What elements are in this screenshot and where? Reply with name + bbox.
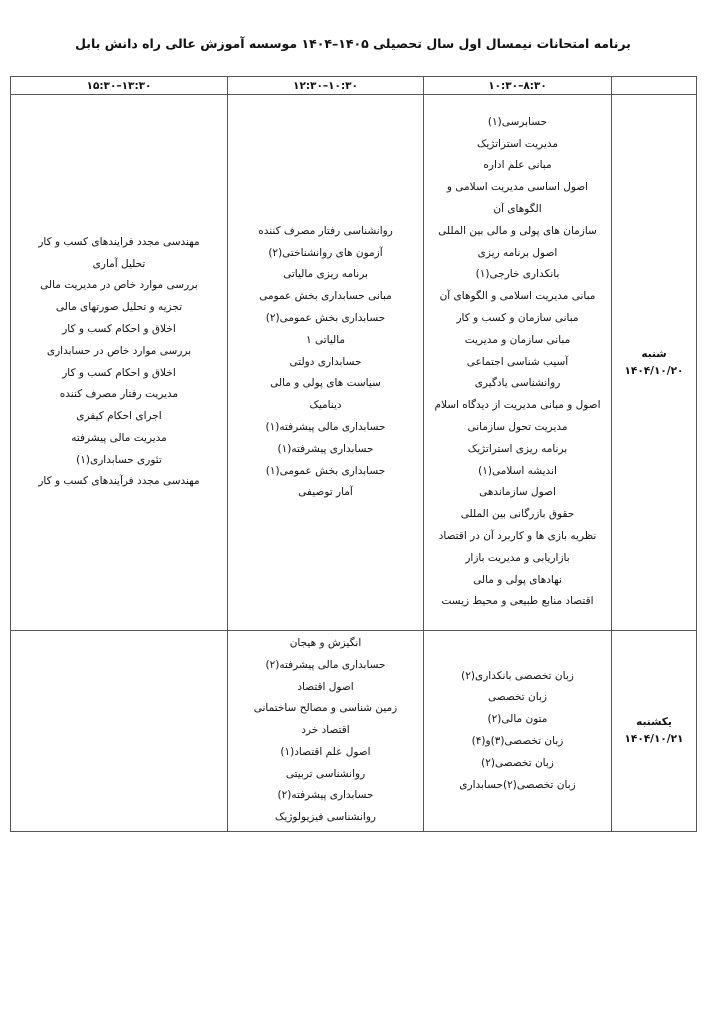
exam-list [228,631,424,832]
exam-course: مالیاتی ۱ [305,333,346,346]
day-date: ۱۴۰۴/۱۰/۲۱ [624,733,684,745]
exam-course: روانشناسی یادگیری [474,377,561,390]
exam-list [11,95,228,631]
exam-course: اجرای احکام کیفری [76,410,162,423]
exam-course: الگوهای آن [493,203,542,216]
day-row [11,631,697,832]
exam-course: حسابداری پیشرفته(۲) [277,789,374,802]
exam-course: سیاست های پولی و مالی [270,377,381,390]
exam-course: مبانی سازمان و کسب و کار [456,312,579,324]
exam-course: اصول اقتصاد [297,680,354,693]
exam-course: متون مالی(۲) [487,713,548,726]
exam-course: اقتصاد خرد [301,724,350,737]
exam-course: حسابرسی(۱) [487,115,548,128]
exam-course: روانشناسی تربیتی [285,767,366,780]
header-row [11,77,697,95]
exam-course: حسابداری دولتی [289,355,362,368]
exam-course: زبان تخصصی(۲) [481,756,554,769]
exam-course: نظریه بازی ها و کاربرد آن در اقتصاد [438,529,597,542]
exam-course: حسابداری مالی پیشرفته(۱) [265,420,386,433]
exam-course: نهادهای پولی و مالی [473,573,562,586]
exam-course: بررسی موارد خاص در حسابداری [46,344,192,357]
exam-course: بازاریابی و مدیریت بازار [465,551,570,564]
exam-course: اخلاق و احکام کسب و کار [62,366,176,379]
exam-course: آسیب شناسی اجتماعی [466,355,569,368]
exam-course: اصول علم اقتصاد(۱) [280,745,371,758]
exam-course: زمین شناسی و مصالح ساختمانی [253,702,398,715]
exam-course: اقتصاد منابع طبیعی و محیط زیست [441,595,594,608]
exam-course: زبان تخصصی(۳)و(۴) [471,735,564,747]
exam-course: اخلاق و احکام کسب و کار [62,322,176,335]
exam-course: برنامه ریزی استراتژیک [467,442,568,455]
exam-course: مهندسی مجدد فرایندهای کسب و کار [38,235,200,248]
exam-course: مدیریت تحول سازمانی [467,420,568,433]
exam-course: اصول برنامه ریزی [477,246,558,259]
day-name: شنبه [641,347,667,360]
day-cell [612,631,697,832]
exam-course: حسابداری پیشرفته(۱) [277,442,374,455]
exam-course: بانکداری خارجی(۱) [475,268,560,281]
exam-course: اصول اساسی مدیریت اسلامی و [446,181,589,194]
exam-course: آمار توصیفی [298,486,353,499]
exam-course: مهندسی مجدد فرآیندهای کسب و کار [38,475,200,488]
exam-course: دینامیک [309,399,342,412]
exam-course: اصول سازماندهی [479,486,556,499]
exam-course: مبانی علم اداره [483,159,552,172]
header-day-cell [612,77,697,95]
exam-schedule-table [10,76,697,832]
exam-list [424,95,612,631]
exam-course: روانشناسی رفتار مصرف کننده [258,224,393,237]
exam-course: بررسی موارد خاص در مدیریت مالی [40,279,198,292]
time-slot-header: ۱۳:۳۰–۱۵:۳۰ [11,77,228,95]
exam-course: انگیزش و هیجان [289,636,362,649]
exam-course: حسابداری بخش عمومی(۱) [265,464,386,477]
exam-course: تحلیل آماری [92,257,146,270]
exam-course: مبانی سازمان و مدیریت [464,333,571,346]
exam-course: زبان تخصصی [488,691,547,704]
exam-course: حسابداری مالی پیشرفته(۲) [265,658,386,671]
exam-course: اصول و مبانی مدیریت از دیدگاه اسلام [434,399,601,412]
exam-course: اندیشه اسلامی(۱) [478,464,557,477]
exam-course: مدیریت رفتار مصرف کننده [59,388,179,401]
exam-course: تجزیه و تحلیل صورتهای مالی [55,301,183,314]
exam-course: زبان تخصصی بانکداری(۲) [461,669,574,682]
page-title: برنامه امتحانات نیمسال اول سال تحصیلی ۱۴۰۵–۱۴۰۴ موسسه آموزش عالی راه دانش بابل [75,36,631,51]
exam-course: مبانی حسابداری بخش عمومی [259,290,392,303]
exam-course: روانشناسی فیزیولوژیک [275,811,376,824]
time-slot-header: ۸:۳۰–۱۰:۳۰ [424,77,612,95]
day-cell [612,95,697,631]
day-date: ۱۴۰۴/۱۰/۲۰ [624,364,684,377]
time-slot-header: ۱۰:۳۰–۱۲:۳۰ [228,77,424,95]
exam-list [228,95,424,631]
exam-course: مدیریت مالی پیشرفته [71,431,167,444]
exam-course: برنامه ریزی مالیاتی [283,268,368,281]
day-row [11,95,697,631]
exam-course: مدیریت استراتژیک [476,137,559,150]
exam-course: آزمون های روانشناختی(۲) [268,246,383,259]
exam-course: مبانی مدیریت اسلامی و الگوهای آن [439,290,596,303]
exam-list [424,631,612,832]
day-name: یکشنبه [636,716,672,728]
exam-list [11,631,228,832]
exam-course: تئوری حسابداری(۱) [76,453,162,466]
exam-course: زبان تخصصی(۲)حسابداری [459,778,576,791]
exam-course: حسابداری بخش عمومی(۲) [265,312,386,324]
exam-course: حقوق بازرگانی بین المللی [460,508,575,521]
exam-course: سازمان های پولی و مالی بین المللی [438,224,597,237]
